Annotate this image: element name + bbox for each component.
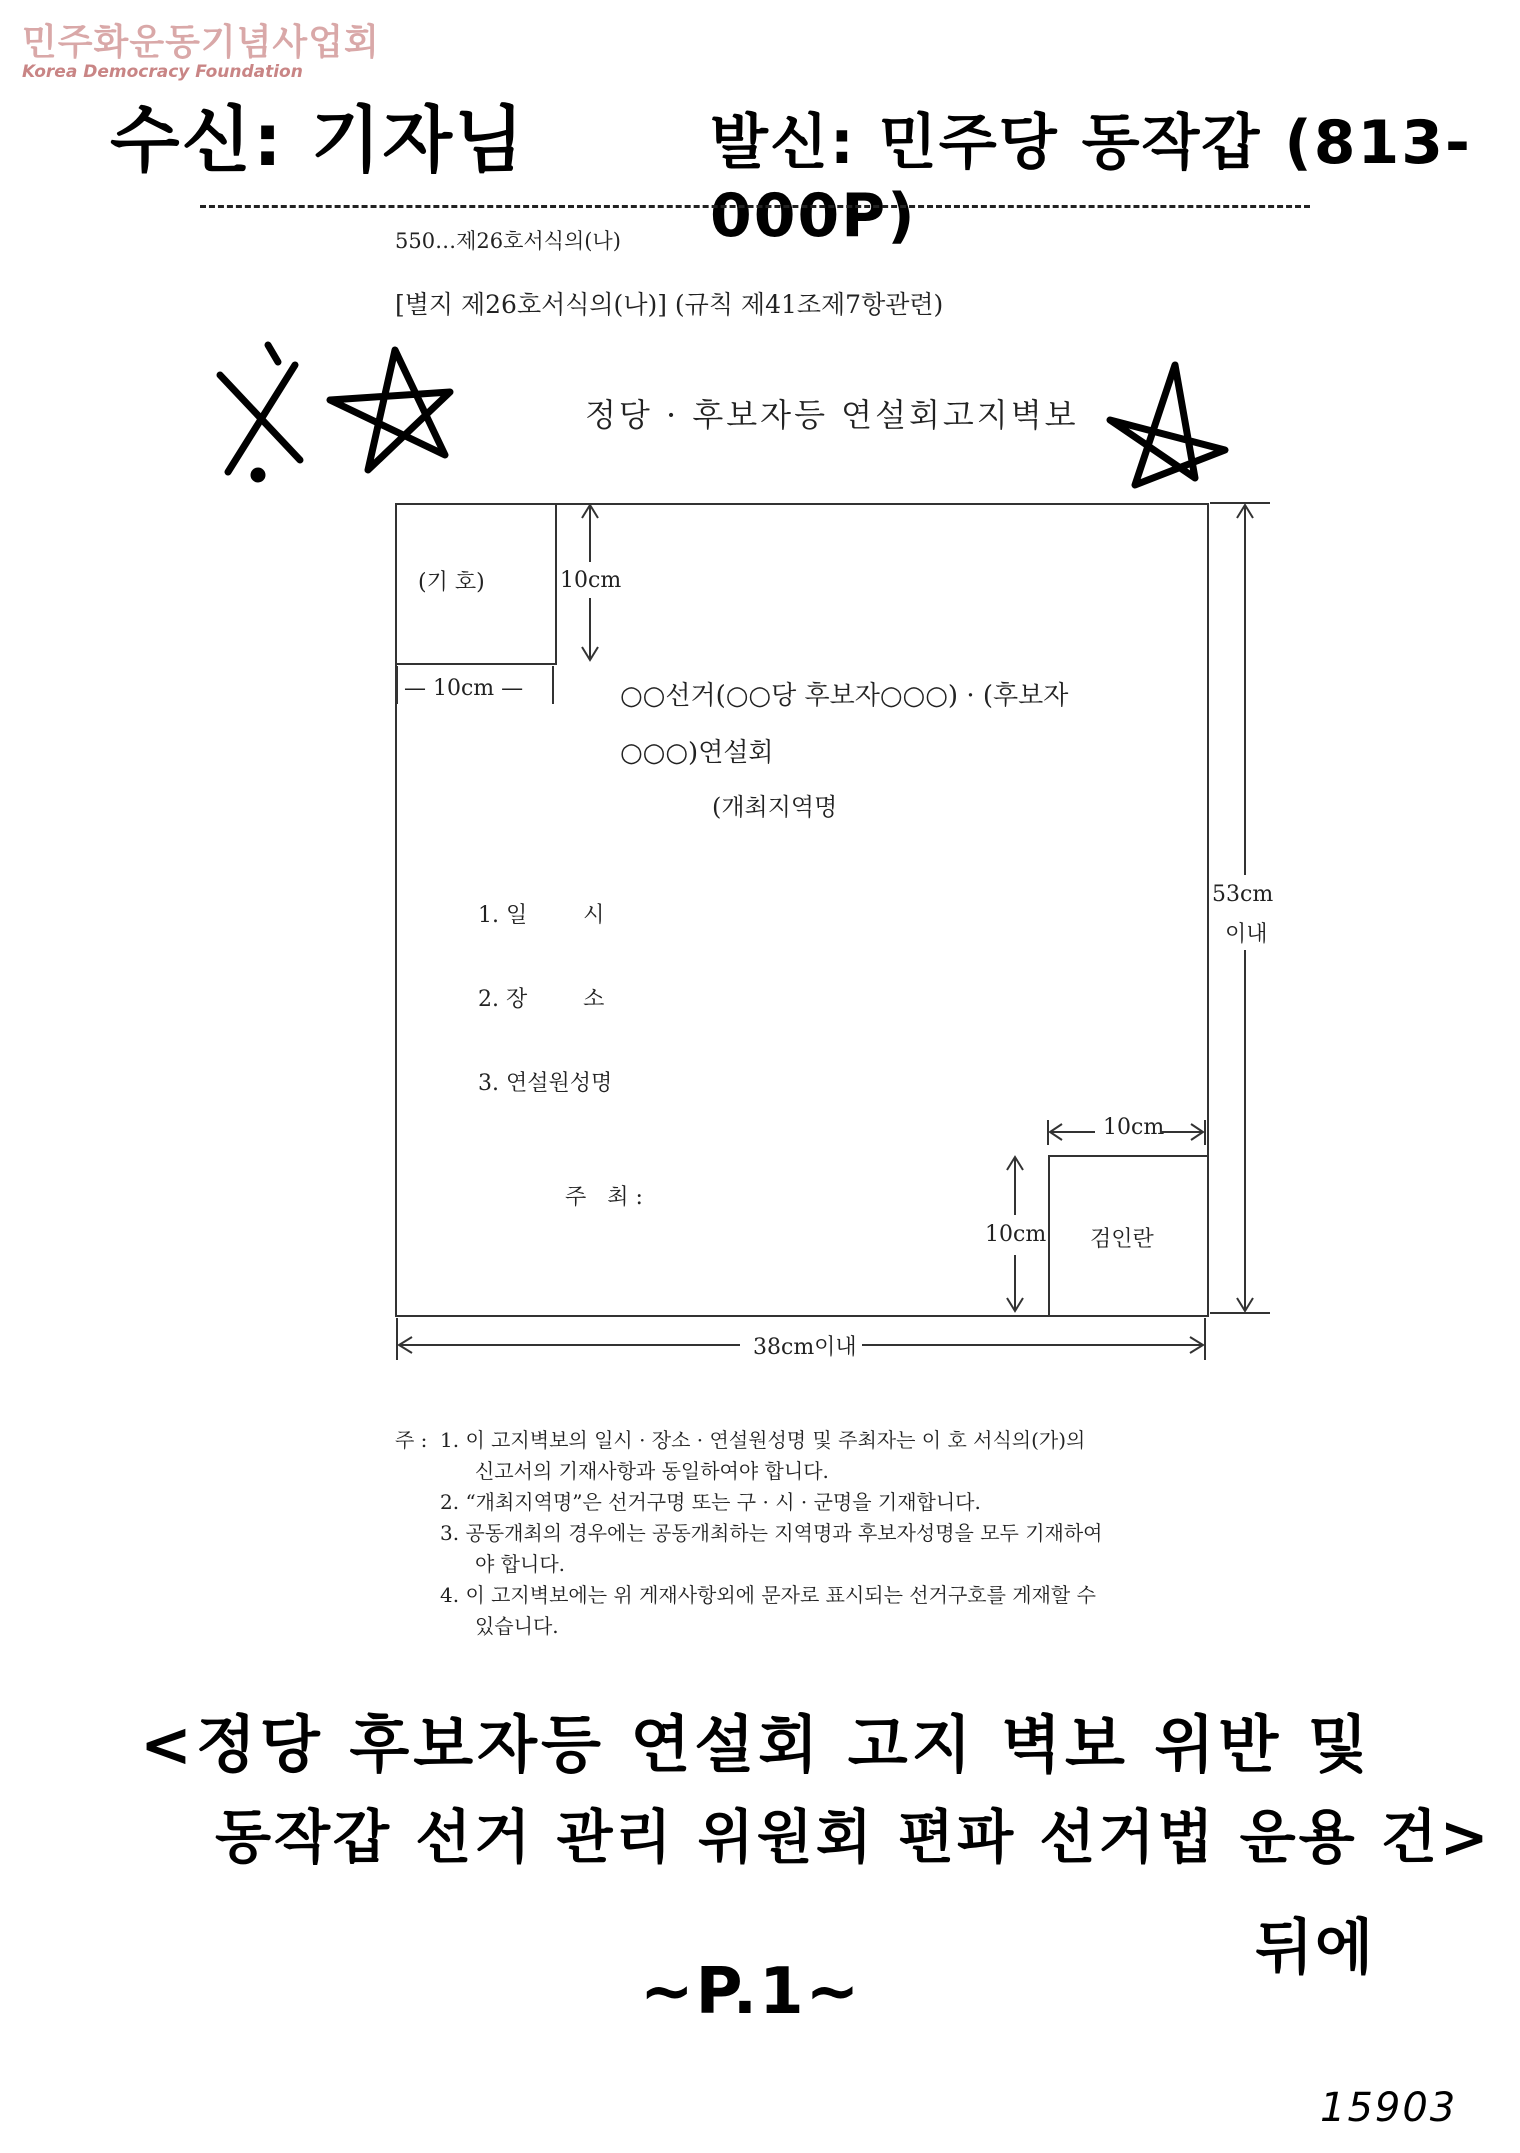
handwritten-caption-line1: <정당 후보자등 연설회 고지 벽보 위반 및: [140, 1708, 1372, 1781]
form-title: 정당 · 후보자등 연설회고지벽보: [585, 396, 1079, 434]
symbol-box-width-dimension: — 10cm —: [400, 676, 527, 701]
item-location: 2. 장 소: [478, 987, 605, 1012]
seal-box-width-dimension: 10cm: [1097, 1115, 1170, 1140]
notes-prefix: 주 :: [395, 1428, 428, 1452]
note-2: 2. “개최지역명”은 선거구명 또는 구 · 시 · 군명을 기재합니다.: [440, 1490, 981, 1514]
handwritten-sender: 발신: 민주당 동작갑 (813-000P): [710, 108, 1472, 251]
note-1-line-1: 1. 이 고지벽보의 일시 · 장소 · 연설원성명 및 주최자는 이 호 서식의(가)의: [440, 1428, 1086, 1452]
handwritten-page-marker: ~P.1~: [640, 1955, 862, 2029]
form-header-reference: 550…제26호서식의(나): [395, 229, 621, 253]
height-limit-suffix: 이내: [1225, 917, 1268, 948]
region-name-field: (개최지역명: [712, 793, 838, 821]
item-date-time: 1. 일 시: [478, 903, 605, 928]
note-4-line-2: 있습니다.: [475, 1614, 559, 1638]
seal-box-label: 검인란: [1090, 1227, 1154, 1252]
handwritten-document-number: 15903: [1320, 2085, 1458, 2131]
handwritten-back-note: 뒤에: [1255, 1913, 1375, 1983]
symbol-box-height-dimension: 10cm: [560, 568, 622, 593]
note-3-line-1: 3. 공동개최의 경우에는 공동개최하는 지역명과 후보자성명을 모두 기재하여: [440, 1521, 1103, 1545]
item-speaker-name: 3. 연설원성명: [478, 1071, 613, 1096]
handwritten-caption-line2: 동작갑 선거 관리 위원회 편파 선거법 운용 건>: [215, 1803, 1492, 1871]
handwritten-recipient: 수신: 기자님: [110, 98, 526, 182]
item-host: 주 최 :: [565, 1185, 643, 1210]
note-4-line-1: 4. 이 고지벽보에는 위 게재사항외에 문자로 표시되는 선거구호를 게재할 수: [440, 1583, 1096, 1607]
note-3-line-2: 야 합니다.: [475, 1552, 565, 1576]
watermark-organization-english: Korea Democracy Foundation: [22, 62, 303, 82]
form-rule-reference: [별지 제26호서식의(나)] (규칙 제41조제7항관련): [395, 290, 944, 319]
poster-heading-line2: ○○○)연설회: [620, 738, 774, 768]
height-limit-value: 53cm: [1212, 882, 1274, 907]
width-limit: 38cm이내: [745, 1330, 865, 1361]
note-1-line-2: 신고서의 기재사항과 동일하여야 합니다.: [475, 1459, 829, 1483]
symbol-box-label: (기 호): [418, 570, 485, 595]
poster-heading-line1: ○○선거(○○당 후보자○○○) · (후보자: [620, 681, 1069, 711]
seal-box-height-dimension: 10cm: [985, 1222, 1047, 1247]
watermark-organization-korean: 민주화운동기념사업회: [22, 22, 380, 63]
